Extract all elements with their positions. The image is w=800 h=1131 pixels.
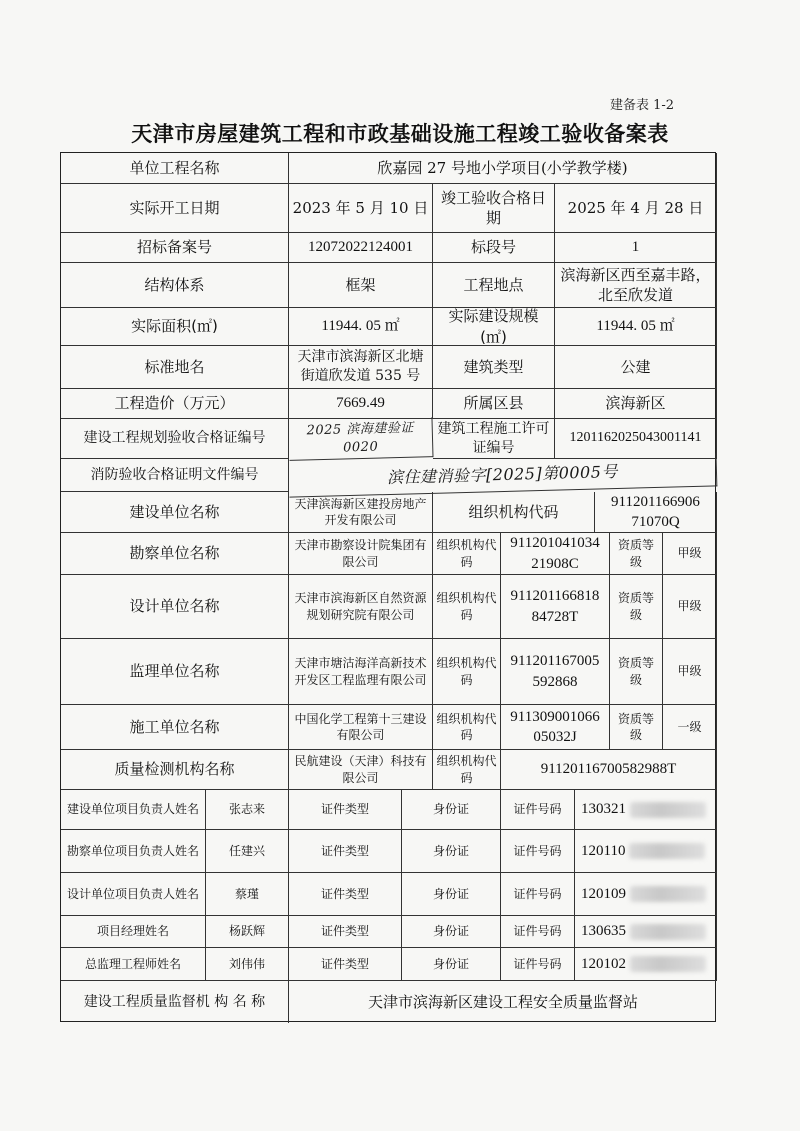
cert-no-prefix: 120109 (581, 885, 626, 902)
unit-qual-value: 甲级 (663, 575, 717, 639)
unit-label: 设计单位名称 (61, 575, 289, 639)
cert-no-prefix: 120110 (581, 842, 626, 859)
cert-no-label: 证件号码 (501, 916, 575, 948)
scale-value: 11944. 05 ㎡ (555, 308, 717, 346)
section-label: 标段号 (433, 233, 555, 263)
unit-qual-label: 资质等级 (610, 639, 663, 705)
unit-name: 天津市勘察设计院集团有限公司 (289, 533, 433, 575)
unit-org-code: 911201166818 84728T (501, 575, 610, 639)
cert-type-value: 身份证 (402, 916, 501, 948)
section-value: 1 (555, 233, 717, 263)
person-role: 勘察单位项目负责人姓名 (61, 830, 206, 873)
cert-no-prefix: 130321 (581, 801, 626, 818)
testing-name: 民航建设（天津）科技有限公司 (289, 750, 433, 790)
location-label: 工程地点 (433, 263, 555, 308)
redaction-blur (629, 843, 705, 859)
builder-label: 建设单位名称 (61, 492, 289, 533)
cert-no-value (575, 873, 717, 916)
cert-type-value: 身份证 (402, 873, 501, 916)
person-name: 张志来 (206, 790, 289, 830)
cert-no-value (575, 916, 717, 948)
person-name: 任建兴 (206, 830, 289, 873)
cert-type-value: 身份证 (402, 948, 501, 981)
building-type-label: 建筑类型 (433, 346, 555, 389)
cost-value: 7669.49 (289, 389, 433, 419)
scale-label: 实际建设规模(㎡) (433, 308, 555, 346)
unit-name: 天津市塘沽海洋高新技术开发区工程监理有限公司 (289, 639, 433, 705)
cert-type-value: 身份证 (402, 790, 501, 830)
tender-no-value: 12072022124001 (289, 233, 433, 263)
cert-type-label: 证件类型 (289, 830, 402, 873)
cert-no-prefix: 130635 (581, 923, 626, 940)
person-name: 刘伟伟 (206, 948, 289, 981)
person-name: 蔡瑾 (206, 873, 289, 916)
cert-no-value (575, 830, 717, 873)
person-role: 项目经理姓名 (61, 916, 206, 948)
document-title: 天津市房屋建筑工程和市政基础设施工程竣工验收备案表 (131, 122, 669, 146)
person-role: 总监理工程师姓名 (61, 948, 206, 981)
unit-org-code-label: 组织机构代码 (433, 575, 501, 639)
unit-qual-label: 资质等级 (610, 705, 663, 750)
cert-no-label: 证件号码 (501, 790, 575, 830)
cert-no-value (575, 948, 717, 981)
structure-value: 框架 (289, 263, 433, 308)
unit-org-code: 911201167005 592868 (501, 639, 610, 705)
unit-qual-value: 一级 (663, 705, 717, 750)
unit-name: 中国化学工程第十三建设有限公司 (289, 705, 433, 750)
address-value: 天津市滨海新区北塘街道欣发道 535 号 (289, 346, 433, 389)
fire-cert-label: 消防验收合格证明文件编号 (61, 459, 289, 492)
supervision-label: 建设工程质量监督机 构 名 称 (61, 981, 289, 1023)
testing-org-code-label: 组织机构代码 (433, 750, 501, 790)
cert-no-label: 证件号码 (501, 830, 575, 873)
person-role: 建设单位项目负责人姓名 (61, 790, 206, 830)
unit-qual-label: 资质等级 (610, 533, 663, 575)
person-role: 设计单位项目负责人姓名 (61, 873, 206, 916)
cert-no-prefix: 120102 (581, 955, 626, 972)
cert-type-label: 证件类型 (289, 948, 402, 981)
form-number: 建备表 1-2 (610, 98, 675, 113)
unit-name: 天津市滨海新区自然资源规划研究院有限公司 (289, 575, 433, 639)
unit-qual-value: 甲级 (663, 533, 717, 575)
cert-type-label: 证件类型 (289, 790, 402, 830)
unit-org-code: 911309001066 05032J (501, 705, 610, 750)
unit-name-value: 欣嘉园 27 号地小学项目(小学教学楼) (289, 153, 717, 184)
acceptance-date-value: 2025 年 4 月 28 日 (555, 184, 717, 233)
unit-label: 勘察单位名称 (61, 533, 289, 575)
fire-cert-value: 滨住建消验字[2025]第0005号 (289, 453, 718, 497)
supervision-value: 天津市滨海新区建设工程安全质量监督站 (367, 992, 638, 1011)
start-date-label: 实际开工日期 (61, 184, 289, 233)
cert-type-label: 证件类型 (289, 873, 402, 916)
redaction-blur (630, 886, 706, 902)
district-label: 所属区县 (433, 389, 555, 419)
permit-value: 1201162025043001141 (555, 419, 717, 459)
unit-qual-label: 资质等级 (610, 575, 663, 639)
builder-org-code: 911201166906 71070Q (595, 492, 717, 533)
cert-type-label: 证件类型 (289, 916, 402, 948)
start-date-value: 2023 年 5 月 10 日 (289, 184, 433, 233)
planning-cert-value: 2025 滨海建验证 0020 (289, 417, 434, 461)
acceptance-date-label: 竣工验收合格日期 (433, 184, 555, 233)
testing-org-code: 91120116700582988T (501, 750, 717, 790)
area-value: 11944. 05 ㎡ (289, 308, 433, 346)
unit-org-code-label: 组织机构代码 (433, 705, 501, 750)
builder-org-code-label: 组织机构代码 (433, 492, 595, 533)
redaction-blur (630, 802, 706, 818)
builder-name: 天津滨海新区建投房地产开发有限公司 (289, 492, 433, 533)
unit-org-code: 911201041034 21908C (501, 533, 610, 575)
structure-label: 结构体系 (61, 263, 289, 308)
cert-no-label: 证件号码 (501, 873, 575, 916)
area-label: 实际面积(㎡) (61, 308, 289, 346)
address-label: 标准地名 (61, 346, 289, 389)
cert-type-value: 身份证 (402, 830, 501, 873)
district-value: 滨海新区 (555, 389, 717, 419)
unit-org-code-label: 组织机构代码 (433, 639, 501, 705)
permit-label: 建筑工程施工许可证编号 (433, 419, 555, 459)
planning-cert-label: 建设工程规划验收合格证编号 (61, 419, 289, 459)
building-type-value: 公建 (555, 346, 717, 389)
redaction-blur (630, 924, 706, 940)
unit-qual-value: 甲级 (663, 639, 717, 705)
cert-no-label: 证件号码 (501, 948, 575, 981)
cost-label: 工程造价（万元） (61, 389, 289, 419)
person-name: 杨跃辉 (206, 916, 289, 948)
testing-label: 质量检测机构名称 (61, 750, 289, 790)
record-table (60, 152, 716, 1022)
unit-label: 施工单位名称 (61, 705, 289, 750)
unit-org-code-label: 组织机构代码 (433, 533, 501, 575)
tender-no-label: 招标备案号 (61, 233, 289, 263)
cert-no-value (575, 790, 717, 830)
unit-name-label: 单位工程名称 (61, 153, 289, 184)
redaction-blur (630, 956, 706, 972)
unit-label: 监理单位名称 (61, 639, 289, 705)
location-value: 滨海新区西至嘉丰路，北至欣发道 (555, 263, 717, 308)
